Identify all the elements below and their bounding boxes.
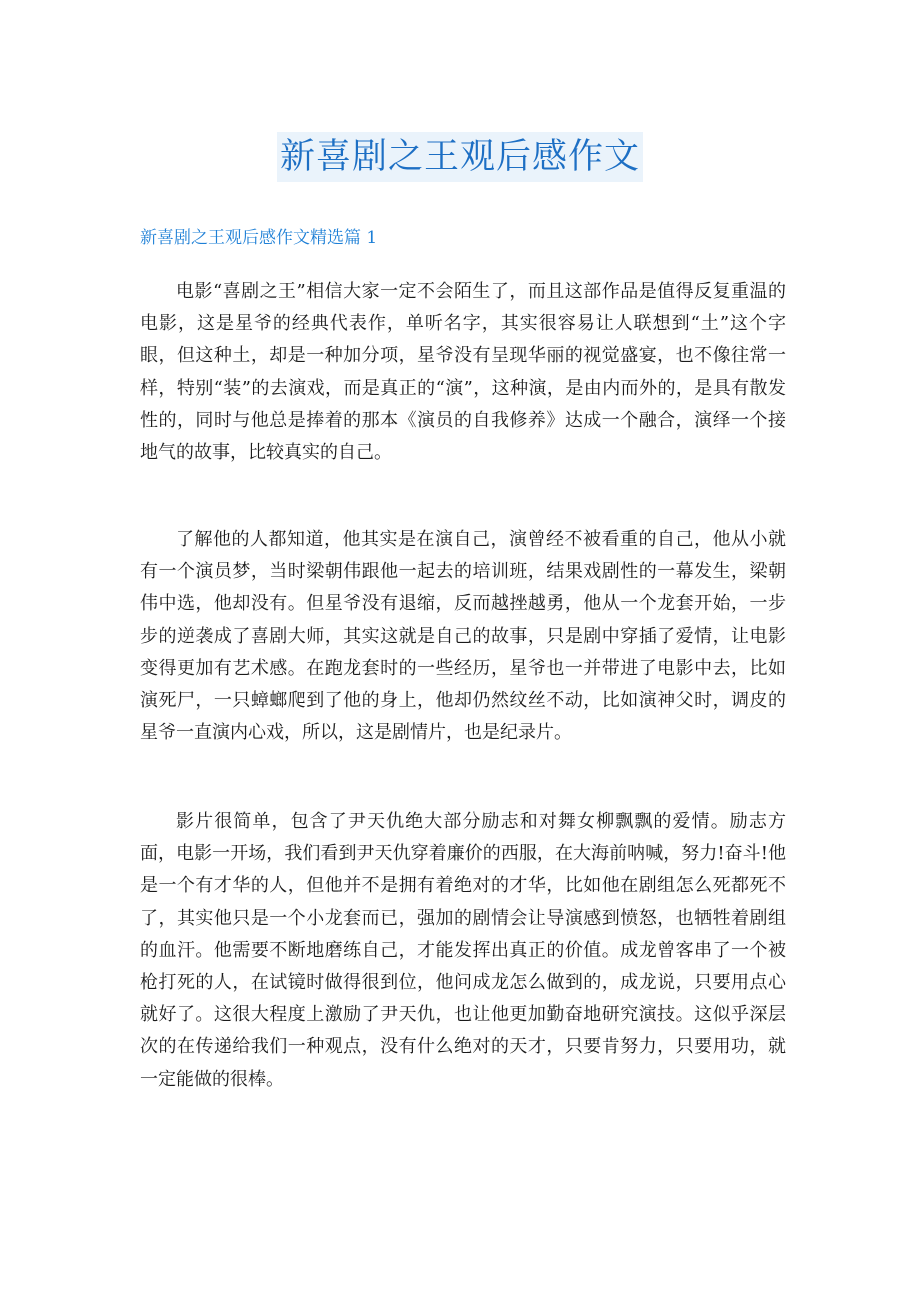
page-title: 新喜剧之王观后感作文 [277, 132, 643, 182]
paragraph-3: 影片很简单，包含了尹天仇绝大部分励志和对舞女柳飘飘的爱情。励志方面，电影一开场，我们看到尹天仇穿着廉价的西服，在大海前呐喊，努力!奋斗!他是一个有才华的人，但他并不是拥有着绝对的才华，比如他在剧组怎么死都死不了，其实他只是一个小龙套而已，强加的剧情会让导演感到愤怒，也牺牲着剧组的血汗。他需要不断地磨练自己，才能发挥出真正的价值。成龙曾客串了一个被枪打死的人，在试镜时做得很到位，他问成龙怎么做到的，成龙说，只要用点心就好了。这很大程度上激励了尹天仇，也让他更加勤奋地研究演技。这似乎深层次的在传递给我们一种观点，没有什么绝对的天才，只要肯努力，只要用功，就一定能做的很棒。 [140, 811, 786, 1090]
paragraph-2: 了解他的人都知道，他其实是在演自己，演曾经不被看重的自己，他从小就有一个演员梦，当时梁朝伟跟他一起去的培训班，结果戏剧性的一幕发生，梁朝伟中选，他却没有。但星爷没有退缩，反而越挫越勇，他从一个龙套开始，一步步的逆袭成了喜剧大师，其实这就是自己的故事，只是剧中穿插了爱情，让电影变得更加有艺术感。在跑龙套时的一些经历，星爷也一并带进了电影中去，比如演死尸，一只蟑螂爬到了他的身上，他却仍然纹丝不动，比如演神父时，调皮的星爷一直演内心戏，所以，这是剧情片，也是纪录片。 [140, 529, 786, 744]
section-heading: 新喜剧之王观后感作文精选篇 1 [140, 228, 378, 248]
paragraph-1: 电影“喜剧之王”相信大家一定不会陌生了，而且这部作品是值得反复重温的电影，这是星爷的经典代表作，单听名字，其实很容易让人联想到“土”这个字眼，但这种土，却是一种加分项，星爷没有呈现华丽的视觉盛宴，也不像往常一样，特别“装”的去演戏，而是真正的“演”，这种演，是由内而外的，是具有散发性的，同时与他总是捧着的那本《演员的自我修养》达成一个融合，演绎一个接地气的故事，比较真实的自己。 [140, 281, 786, 464]
title-container [0, 132, 920, 182]
